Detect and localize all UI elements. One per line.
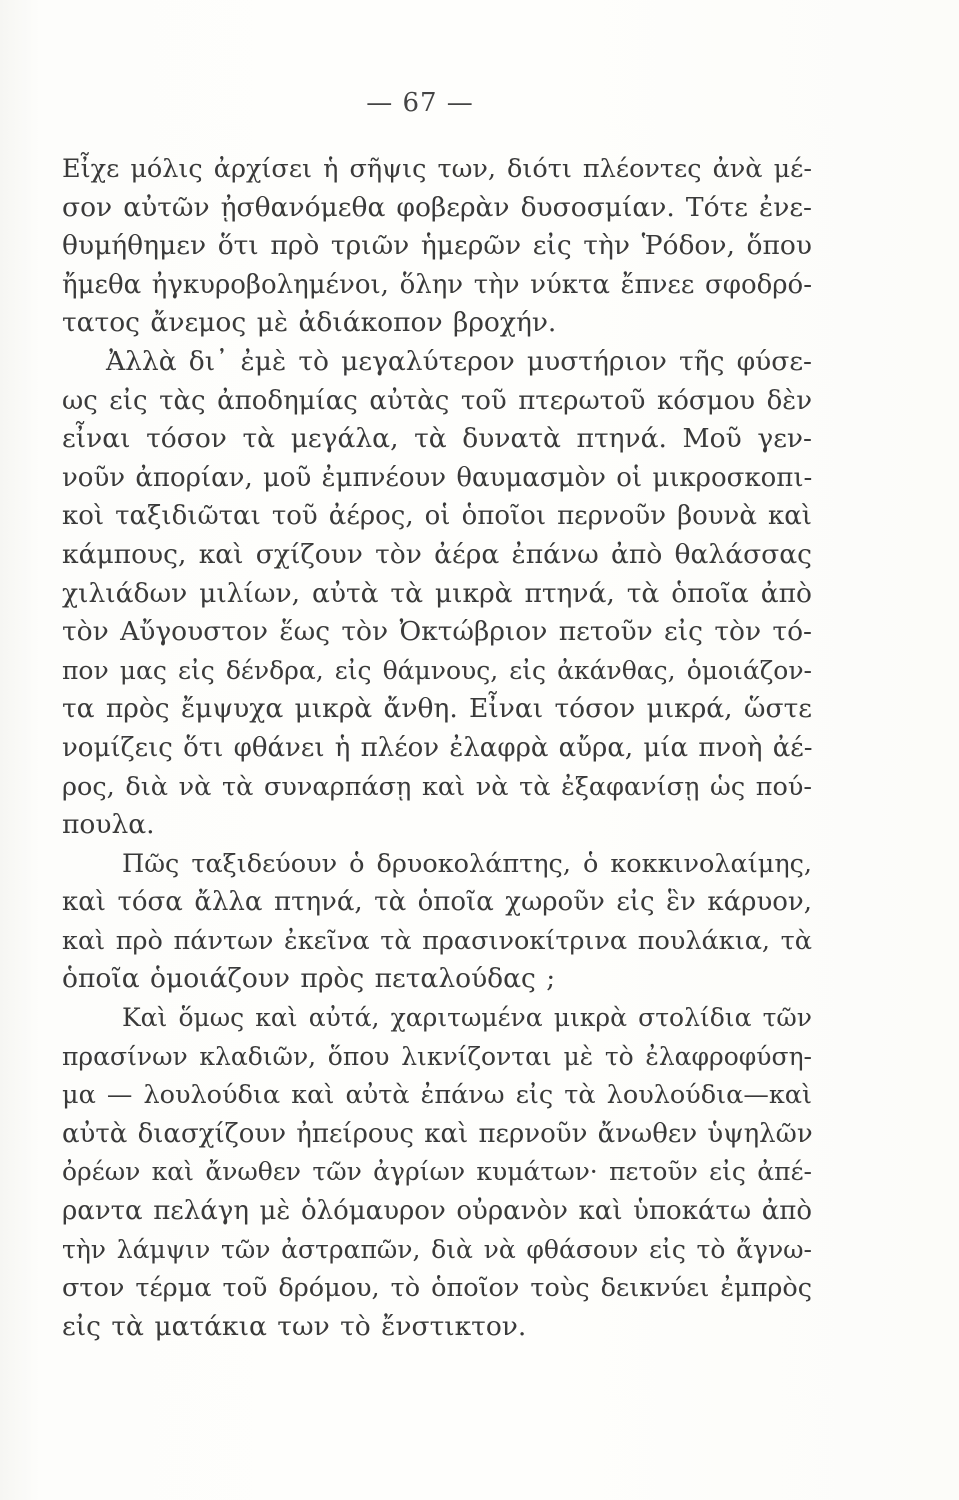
text-line: σον αὐτῶν ᾐσθανόμεθα φοβερὰν δυσοσμίαν. Τότε ἐνε- — [62, 191, 812, 223]
text-line: εἰς τὰ ματάκια των τὸ ἔνστικτον. — [62, 1310, 527, 1342]
text-line: ὀρέων καὶ ἄνωθεν τῶν ἀγρίων κυμάτων· πετοῦν εἰς ἀπέ- — [62, 1157, 812, 1187]
text-line: τα πρὸς ἔμψυχα μικρὰ ἄνθη. Εἶναι τόσον μικρά, ὥστε — [62, 693, 812, 725]
text-line: χιλιάδων μιλίων, αὐτὰ τὰ μικρὰ πτηνά, τὰ ὁποῖα ἀπὸ — [62, 577, 812, 609]
text-line: καὶ πρὸ πάντων ἐκεῖνα τὰ πρασινοκίτρινα πουλάκια, τὰ — [62, 925, 812, 956]
text-line: Εἶχε μόλις ἀρχίσει ἡ σῆψις των, διότι πλέοντες ἀνὰ μέ- — [62, 154, 812, 184]
text-line: Καὶ ὅμως καὶ αὐτά, χαριτωμένα μικρὰ στολίδια τῶν — [122, 1003, 812, 1033]
text-line: Πῶς ταξιδεύουν ὁ δρυοκολάπτης, ὁ κοκκινολαίμης, — [122, 848, 812, 879]
text-line: ρος, διὰ νὰ τὰ συναρπάσῃ καὶ νὰ τὰ ἐξαφανίσῃ ὡς πού- — [62, 771, 812, 802]
text-line: ὁποῖα ὁμοιάζουν πρὸς πεταλούδας ; — [62, 963, 556, 995]
text-line: πουλα. — [62, 809, 155, 841]
text-line: πρασίνων κλαδιῶν, ὅπου λικνίζονται μὲ τὸ ἐλαφροφύση- — [62, 1041, 812, 1071]
text-line: θυμήθημεν ὅτι πρὸ τριῶν ἡμερῶν εἰς τὴν Ῥόδον, ὅπου — [62, 230, 812, 262]
page-number: — 67 — — [366, 88, 474, 118]
text-line: τὸν Αὔγουστον ἕως τὸν Ὀκτώβριον πετοῦν εἰς τὸν τό- — [62, 616, 812, 648]
text-line: πον μας εἰς δένδρα, εἰς θάμνους, εἰς ἀκάνθας, ὁμοιάζον- — [62, 655, 812, 685]
text-line: κοὶ ταξιδιῶται τοῦ ἀέρος, οἱ ὁποῖοι περνοῦν βουνὰ καὶ — [62, 501, 812, 532]
text-line: τὴν λάμψιν τῶν ἀστραπῶν, διὰ νὰ φθάσουν εἰς τὸ ἄγνω- — [62, 1234, 812, 1264]
text-line: νοῦν ἀπορίαν, μοῦ ἐμπνέουν θαυμασμὸν οἱ μικροσκοπι- — [62, 462, 813, 493]
text-line: Ἀλλὰ δι᾽ ἐμὲ τὸ μεγαλύτερον μυστήριον τῆς φύσε- — [106, 345, 812, 377]
body-text — [62, 150, 812, 1346]
text-line: αὐτὰ διασχίζουν ἠπείρους καὶ περνοῦν ἄνωθεν ὑψηλῶν — [62, 1118, 813, 1149]
text-line: ως εἰς τὰς ἀποδημίας αὐτὰς τοῦ πτερωτοῦ κόσμου δὲν — [62, 385, 812, 416]
text-line: κάμπους, καὶ σχίζουν τὸν ἀέρα ἐπάνω ἀπὸ θαλάσσας — [62, 538, 812, 570]
text-line: τατος ἄνεμος μὲ ἀδιάκοπον βροχήν. — [62, 307, 557, 339]
text-line: μα — λουλούδια καὶ αὐτὰ ἐπάνω εἰς τὰ λουλούδια—καὶ — [62, 1080, 812, 1111]
text-line: ραντα πελάγη μὲ ὁλόμαυρον οὐρανὸν καὶ ὑποκάτω ἀπὸ — [62, 1196, 812, 1227]
text-line: καὶ τόσα ἄλλα πτηνά, τὰ ὁποῖα χωροῦν εἰς ἓν κάρυον, — [62, 887, 812, 918]
text-line: ἤμεθα ἠγκυροβολημένοι, ὅλην τὴν νύκτα ἔπνεε σφοδρό- — [62, 269, 812, 300]
text-line: νομίζεις ὅτι φθάνει ἡ πλέον ἐλαφρὰ αὔρα, μία πνοὴ ἀέ- — [62, 732, 813, 763]
text-line: στον τέρμα τοῦ δρόμου, τὸ ὁποῖον τοὺς δεικνύει ἐμπρὸς — [62, 1273, 812, 1304]
text-line: εἶναι τόσον τὰ μεγάλα, τὰ δυνατὰ πτηνά. Μοῦ γεν- — [62, 423, 812, 455]
